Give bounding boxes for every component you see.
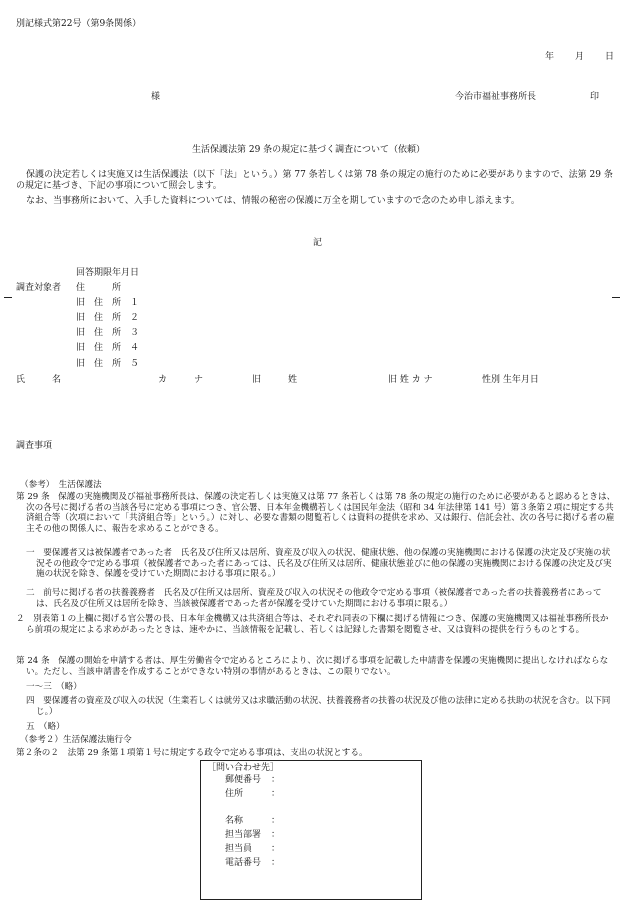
left-fold-mark	[4, 297, 12, 298]
subject-label: 調査対象者	[16, 283, 62, 293]
phone-label: 電話番号	[225, 858, 262, 868]
article-24-item-5: 五 （略）	[26, 722, 65, 732]
article-29-item-2: 二 前号に掲げる者の扶養義務者 氏名及び住所又は居所、資産及び収入の状況その他政令で定める事項（被保護者であった者の扶養義務者にあっては、氏名及び住所又は居所を除き、当該被保護者であった者が保護を受けていた期間における事項に限る。）	[26, 588, 602, 609]
old-surname-label: 旧 姓	[252, 375, 298, 385]
address-label: 住 所	[76, 283, 122, 293]
name-label: 氏 名	[16, 375, 62, 385]
former-address-1: 旧 住 所 １	[76, 298, 140, 308]
ki-heading: 記	[313, 238, 323, 248]
kana-label: カ ナ	[158, 375, 204, 385]
inquiry-items-label: 調査事項	[16, 441, 53, 451]
contact-title: ［問い合わせ先］	[207, 763, 280, 773]
postal-code-label: 郵便番号	[225, 775, 262, 785]
article-24-paragraph: 第 24 条 保護の開始を申請する者は、厚生労働省令で定めるところにより、次に掲げる事項を記載した申請書を保護の実施機関に提出しなければならない。ただし、当該申請書を作成することができない特別の事情があるときは、この限りでない。	[16, 656, 609, 677]
document-title: 生活保護法第 29 条の規定に基づく調査について（依頼）	[192, 145, 425, 155]
contact-box	[200, 760, 422, 900]
article-29-paragraph: 第 29 条 保護の実施機関及び福祉事務所長は、保護の決定若しくは実施又は第 77 条若しくは第 78 条の規定の施行のために必要があると認めるときは、次の各号に掲げる者の当該各号に定める事項につき、官公署、日本年金機構若しくは国民年金法（昭和 34 年法律第 141 号）第３条第２項に規定する共済組合等（次項において「共済組合等」という。）に対し、必要な書類の閲覧若しくは資料の提供を求め、又は銀行、信託会社、次の各号に掲げる者の雇主その他の関係人に、報告を求めることができる。	[16, 492, 616, 535]
article-29-paragraph-2: ２ 別表第１の上欄に掲げる官公署の長、日本年金機構又は共済組合等は、それぞれ同表の下欄に掲げる情報につき、保護の実施機関又は福祉事務所長から前項の規定による求めがあったときは、速やかに、当該情報を記載し、若しくは記録した書類を閲覧させ、又は資料の提供を行うものとする。	[16, 614, 609, 635]
contact-address-colon: ：	[271, 789, 281, 799]
former-address-2: 旧 住 所 ２	[76, 313, 140, 323]
article-24-items-omitted: 一～三 （略）	[26, 682, 82, 692]
ordinance-article-2-2: 第２条の２ 法第 29 条第１項第１号に規定する政令で定める事項は、支出の状況とする。	[16, 748, 368, 758]
intro-paragraph-1: 保護の決定若しくは実施又は生活保護法（以下「法」という。）第 77 条若しくは第 78 条の規定の施行のために必要がありますので、法第 29 条の規定に基づき、下記の事項について照会します。	[16, 170, 613, 192]
deadline-label: 回答期限年月日	[76, 268, 140, 278]
old-surname-kana-label: 旧 姓 カ ナ	[388, 375, 433, 385]
recipient-suffix: 様	[151, 92, 161, 102]
contact-row-phone	[225, 858, 281, 869]
form-number: 別記様式第22号（第9条関係）	[16, 19, 142, 29]
contact-name-label: 名称	[225, 816, 244, 826]
article-29-item-1: 一 要保護者又は被保護者であった者 氏名及び住所又は居所、資産及び収入の状況、健康状態、他の保護の実施機関における保護の決定及び実施の状況その他政令で定める事項（被保護者であった者にあっては、氏名及び住所又は居所、健康状態並びに他の保護の実施機関における保護の決定及び実施の状況を除き、保護を受けていた期間における事項に限る。）	[26, 548, 612, 580]
contact-row-address	[225, 789, 281, 800]
postal-code-colon: ：	[271, 775, 281, 785]
seal-mark: 印	[590, 92, 600, 102]
contact-name-colon: ：	[271, 816, 281, 826]
reference-2-heading: （参考２）生活保護法施行令	[20, 735, 132, 745]
date-day-label: 日	[605, 52, 615, 62]
contact-row-staff	[225, 844, 281, 855]
former-address-3: 旧 住 所 ３	[76, 328, 140, 338]
contact-row-department	[225, 830, 281, 841]
right-fold-mark	[612, 297, 620, 298]
article-24-item-4: 四 要保護者の資産及び収入の状況（生業若しくは就労又は求職活動の状況、扶養義務者の扶養の状況及び他の法律に定める扶助の状況を含む。以下同じ。）	[26, 696, 611, 717]
former-address-4: 旧 住 所 ４	[76, 343, 140, 353]
contact-row-name	[225, 816, 281, 827]
date-year-label: 年	[545, 52, 555, 62]
staff-colon: ：	[271, 844, 281, 854]
intro-paragraph-2: なお、当事務所において、入手した資料については、情報の秘密の保護に万全を期していますので念のため申し添えます。	[26, 196, 520, 206]
reference-1-heading: （参考） 生活保護法	[20, 480, 102, 490]
phone-colon: ：	[271, 858, 281, 868]
department-colon: ：	[271, 830, 281, 840]
contact-row-postal	[225, 775, 281, 786]
staff-label: 担当員	[225, 844, 253, 854]
department-label: 担当部署	[225, 830, 262, 840]
contact-address-label: 住所	[225, 789, 244, 799]
date-month-label: 月	[575, 52, 585, 62]
sex-birthdate-label: 性別 生年月日	[482, 375, 539, 385]
former-address-5: 旧 住 所 ５	[76, 359, 140, 369]
sender-name: 今治市福祉事務所長	[455, 92, 537, 102]
